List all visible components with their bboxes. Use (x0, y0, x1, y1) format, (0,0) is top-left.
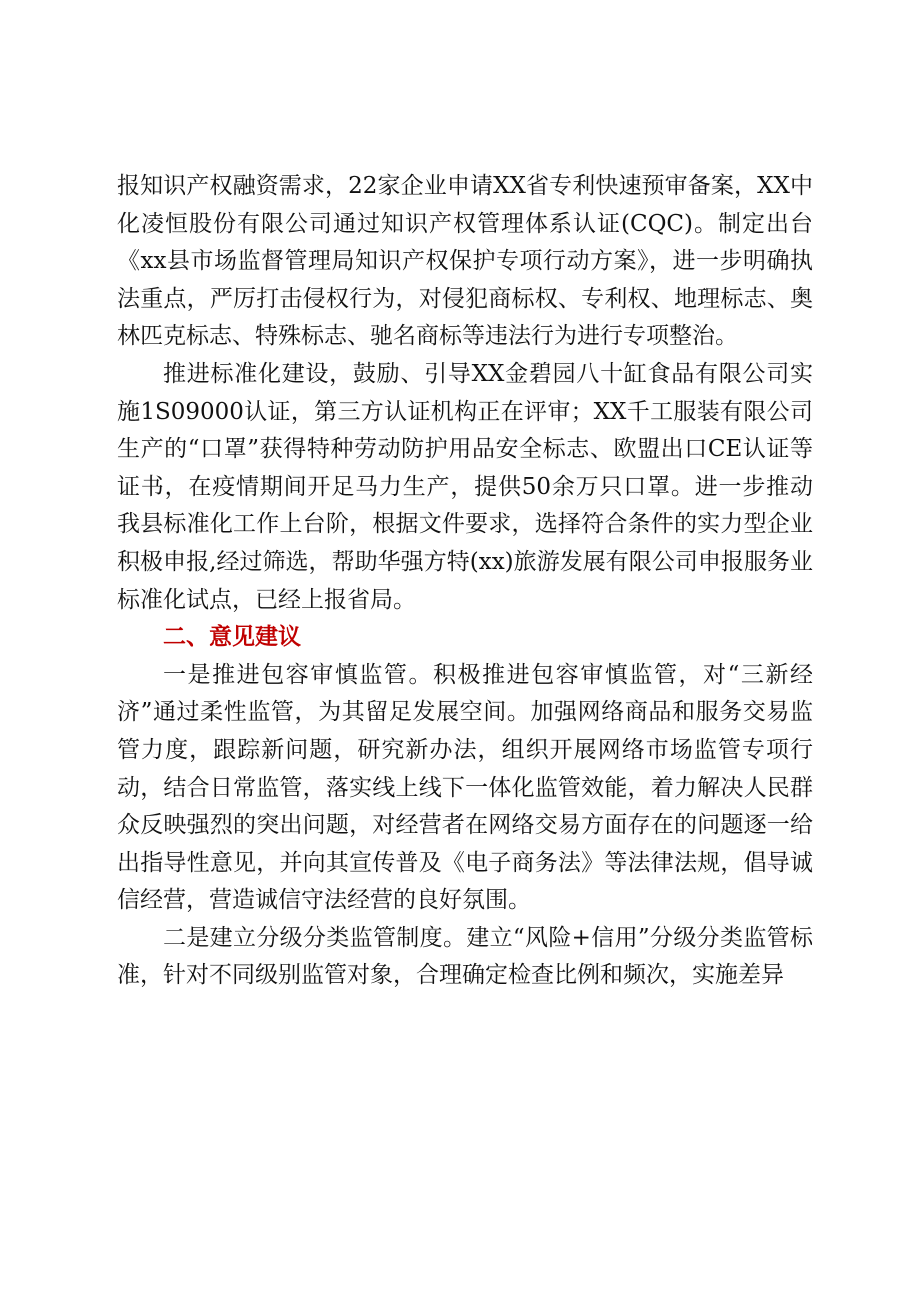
paragraph-tiered-supervision: 二是建立分级分类监管制度。建立“风险+信用”分级分类监管标准，针对不同级别监管对象，合理确定检查比例和频次，实施差异 (117, 924, 813, 989)
paragraph-standardization: 推进标准化建设，鼓励、引导XX金碧园八十缸食品有限公司实施1S09000认证，第三方认证机构正在评审；XX千工服装有限公司生产的“口罩”获得特种劳动防护用品安全标志、欧盟出口CE认证等证书，在疫情期间开足马力生产，提供50余万只口罩。进一步推动我县标准化工作上台阶，根据文件要求，选择符合条件的实力型企业积极申报,经过筛选，帮助华强方特(xx)旅游发展有限公司申报服务业标准化试点，已经上报省局。 (117, 360, 813, 613)
document-body (117, 168, 813, 995)
paragraph-ip-financing: 报知识产权融资需求，22家企业申请XX省专利快速预审备案，XX中化凌恒股份有限公司通过知识产权管理体系认证(CQC)。制定出台《xx县市场监督管理局知识产权保护专项行动方案》，进一步明确执法重点，严厉打击侵权行为，对侵犯商标权、专利权、地理标志、奥林匹克标志、特殊标志、驰名商标等违法行为进行专项整治。 (117, 173, 813, 350)
section-heading-suggestions: 二、意见建议 (163, 624, 301, 651)
paragraph-inclusive-supervision: 一是推进包容审慎监管。积极推进包容审慎监管，对“三新经济”通过柔性监管，为其留足发展空间。加强网络商品和服务交易监管力度，跟踪新问题，研究新办法，组织开展网络市场监管专项行动，结合日常监管，落实线上线下一体化监管效能，着力解决人民群众反映强烈的突出问题，对经营者在网络交易方面存在的问题逐一给出指导性意见，并向其宣传普及《电子商务法》等法律法规，倡导诚信经营，营造诚信守法经营的良好氛围。 (117, 661, 813, 914)
